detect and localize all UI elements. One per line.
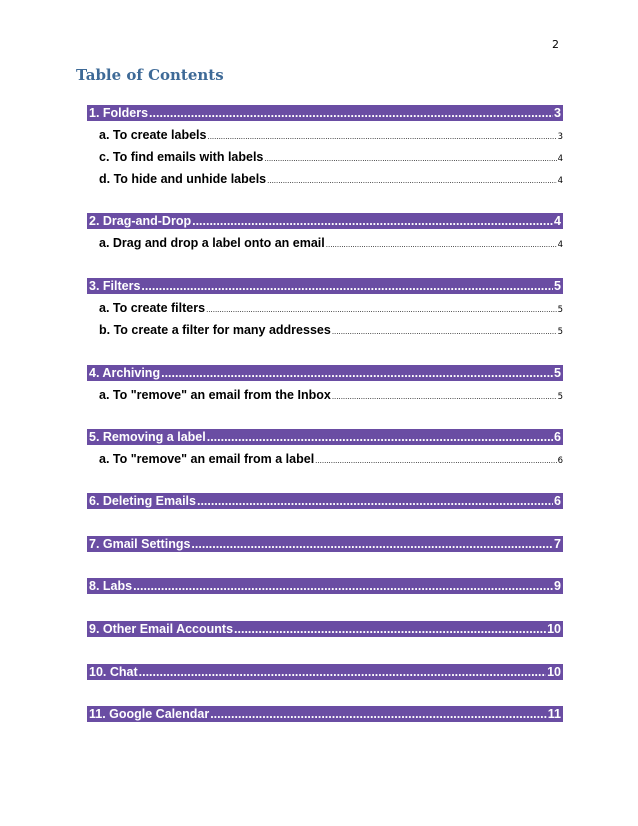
toc-entry-chat[interactable] — [87, 664, 563, 680]
toc-entry-page: 10 — [547, 665, 561, 679]
toc-entry-page: 5 — [557, 392, 563, 402]
dot-leader — [315, 453, 556, 467]
toc-entry-page: 4 — [557, 154, 563, 164]
toc-entry-label: b. To create a filter for many addresses — [99, 323, 331, 337]
toc-entry-page: 6 — [554, 494, 561, 508]
dot-leader — [161, 365, 553, 381]
toc-entry-label: 7. Gmail Settings — [89, 537, 191, 551]
toc-entry-label: 5. Removing a label — [89, 430, 206, 444]
toc-entry-label: 1. Folders — [89, 106, 149, 120]
toc-entry-remove-inbox[interactable] — [99, 387, 563, 403]
page-number: 2 — [552, 38, 559, 51]
toc-entry-label: 8. Labs — [89, 579, 133, 593]
dot-leader — [332, 324, 557, 338]
toc-entry-page: 5 — [557, 305, 563, 315]
toc-entry-page: 5 — [554, 279, 561, 293]
toc-entry-page: 5 — [557, 327, 563, 337]
toc-entry-page: 6 — [557, 456, 563, 466]
dot-leader — [206, 302, 557, 316]
toc-entry-create-labels[interactable] — [99, 127, 563, 143]
dot-leader — [139, 664, 546, 680]
toc-entry-drag-label[interactable] — [99, 235, 563, 251]
toc-entry-create-filters[interactable] — [99, 300, 563, 316]
toc-entry-drag-and-drop[interactable] — [87, 213, 563, 229]
toc-entry-label: 3. Filters — [89, 279, 141, 293]
toc-entry-page: 6 — [554, 430, 561, 444]
toc-title: Table of Contents — [76, 66, 224, 84]
toc-entry-label: c. To find emails with labels — [99, 150, 264, 164]
toc-entry-label: 11. Google Calendar — [89, 707, 210, 721]
toc-entry-label: a. Drag and drop a label onto an email — [99, 236, 325, 250]
dot-leader — [332, 389, 557, 403]
toc-entry-archiving[interactable] — [87, 365, 563, 381]
toc-entry-google-calendar[interactable] — [87, 706, 563, 722]
toc-entry-label: 2. Drag-and-Drop — [89, 214, 192, 228]
dot-leader — [191, 536, 553, 552]
dot-leader — [149, 105, 553, 121]
dot-leader — [207, 129, 556, 143]
toc-entry-label: a. To create filters — [99, 301, 206, 315]
dot-leader — [326, 237, 557, 251]
toc-entry-label: a. To "remove" an email from the Inbox — [99, 388, 331, 402]
toc-entry-page: 5 — [554, 366, 561, 380]
toc-entry-page: 3 — [557, 132, 563, 142]
toc-entry-remove-from-label[interactable] — [99, 451, 563, 467]
toc-entry-label: 9. Other Email Accounts — [89, 622, 234, 636]
toc-entry-labs[interactable] — [87, 578, 563, 594]
toc-entry-page: 4 — [554, 214, 561, 228]
dot-leader — [234, 621, 546, 637]
dot-leader — [264, 151, 556, 165]
toc-entry-page: 11 — [547, 707, 561, 721]
toc-entry-label: 6. Deleting Emails — [89, 494, 196, 508]
toc-entry-find-emails[interactable] — [99, 149, 563, 165]
toc-entry-filter-many[interactable] — [99, 322, 563, 338]
toc-entry-removing-label[interactable] — [87, 429, 563, 445]
dot-leader — [267, 173, 556, 187]
toc-entry-label: d. To hide and unhide labels — [99, 172, 267, 186]
toc-entry-label: a. To create labels — [99, 128, 207, 142]
toc-entry-hide-labels[interactable] — [99, 171, 563, 187]
toc-entry-folders[interactable] — [87, 105, 563, 121]
toc-entry-page: 4 — [557, 240, 563, 250]
toc-entry-page: 4 — [557, 176, 563, 186]
toc-entry-label: 4. Archiving — [89, 366, 161, 380]
dot-leader — [210, 706, 547, 722]
toc-entry-deleting-emails[interactable] — [87, 493, 563, 509]
toc-entry-filters[interactable] — [87, 278, 563, 294]
toc-entry-other-accounts[interactable] — [87, 621, 563, 637]
dot-leader — [197, 493, 553, 509]
toc-entry-label: 10. Chat — [89, 665, 138, 679]
toc-entry-page: 3 — [554, 106, 561, 120]
dot-leader — [192, 213, 553, 229]
toc-entry-page: 10 — [547, 622, 561, 636]
toc-entry-page: 7 — [554, 537, 561, 551]
toc-entry-gmail-settings[interactable] — [87, 536, 563, 552]
dot-leader — [133, 578, 553, 594]
dot-leader — [141, 278, 553, 294]
toc-entry-label: a. To "remove" an email from a label — [99, 452, 315, 466]
toc-entry-page: 9 — [554, 579, 561, 593]
dot-leader — [207, 429, 553, 445]
